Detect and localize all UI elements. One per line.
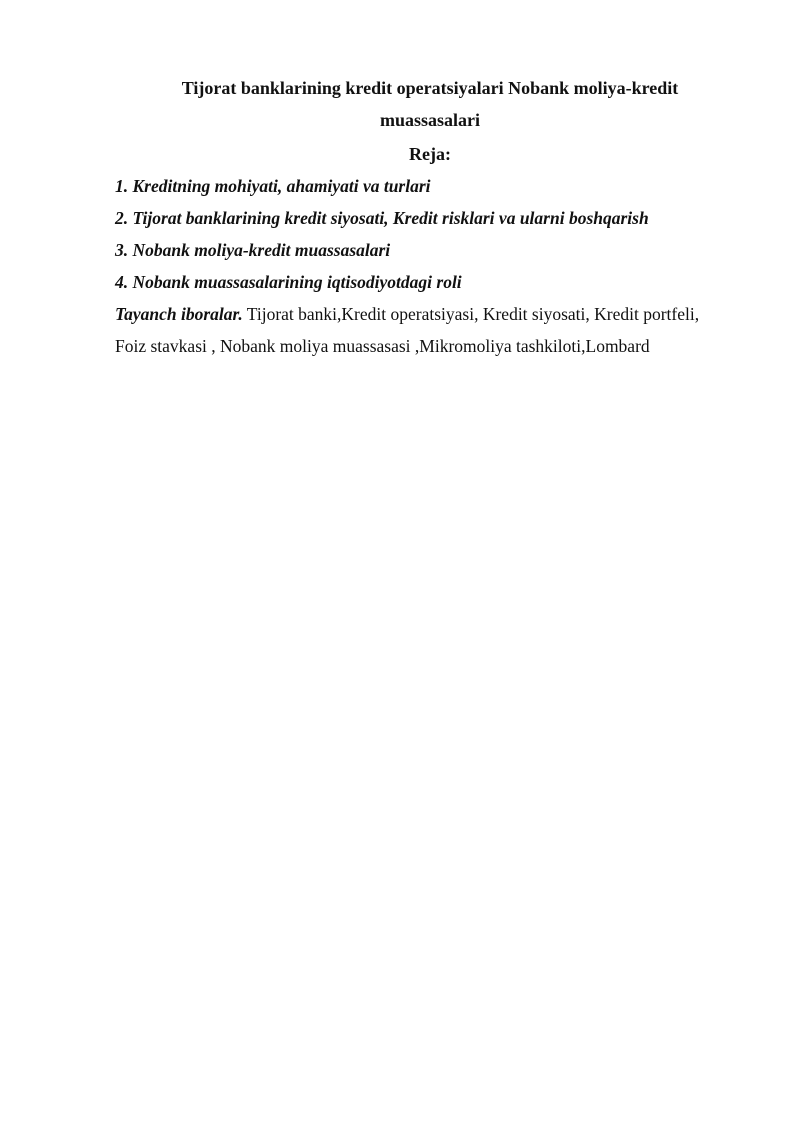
keywords-paragraph	[115, 298, 755, 362]
document-title-line-1: Tijorat banklarining kredit operatsiyalari Nobank moliya-kredit	[181, 78, 679, 98]
plan-list	[115, 170, 755, 298]
keywords-label: Tayanch iboralar.	[115, 304, 243, 324]
plan-heading: Reja:	[409, 144, 451, 164]
keywords-text-1: Tijorat banki,Kredit operatsiyasi, Kredit siyosati, Kredit portfeli,	[242, 304, 700, 324]
plan-item: 3. Nobank moliya-kredit muassasalari	[115, 240, 391, 260]
plan-item: 2. Tijorat banklarining kredit siyosati, Kredit risklari va ularni boshqarish	[115, 208, 649, 228]
plan-item: 1. Kreditning mohiyati, ahamiyati va turlari	[115, 176, 431, 196]
document-title-line-2: muassasalari	[379, 110, 480, 130]
plan-item: 4. Nobank muassasalarining iqtisodiyotdagi roli	[115, 272, 462, 292]
keywords-line-2: Foiz stavkasi , Nobank moliya muassasasi ,Mikromoliya tashkiloti,Lombard	[115, 336, 650, 356]
keywords-line-1	[115, 298, 755, 330]
